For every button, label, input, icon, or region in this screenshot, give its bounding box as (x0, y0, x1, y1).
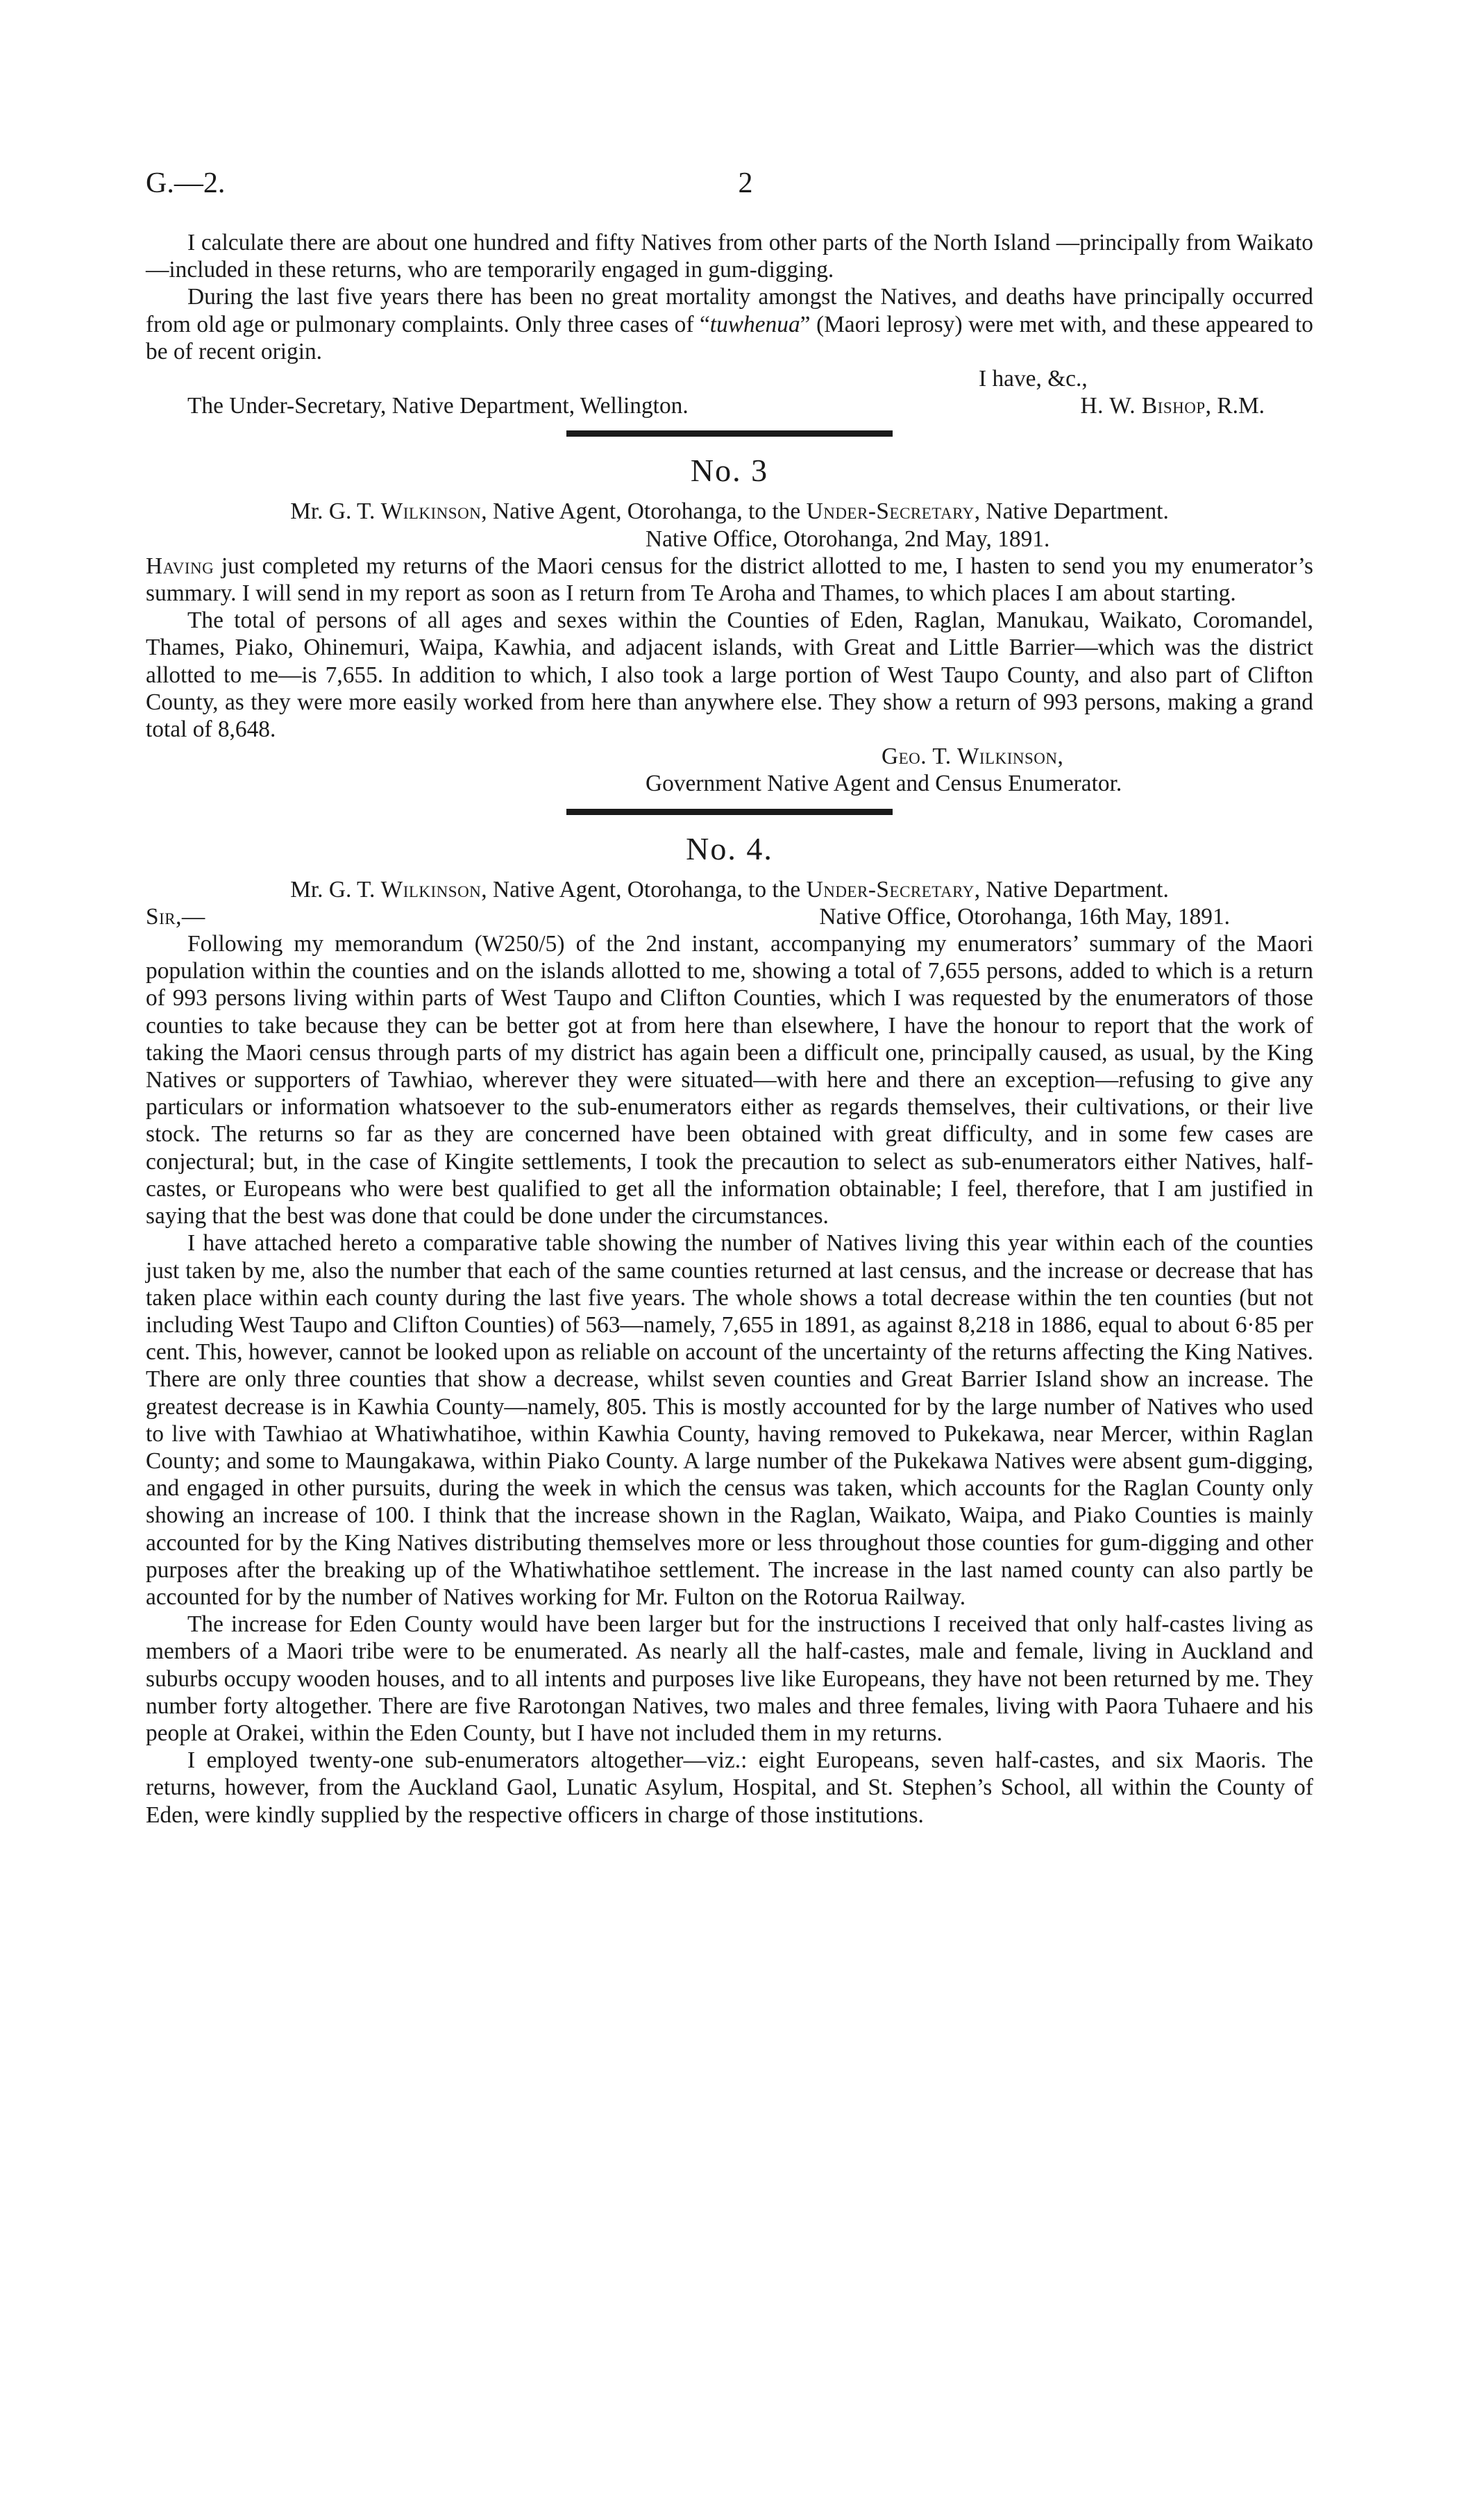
letter3-signature-name: Geo. T. Wilkinson, (882, 744, 1064, 770)
letter2-paragraph-2-pre: During the last five years there has been no great mortality amongst the Natives, and deaths have principally occurred from old age or pulmonary complaints. Only three cases of “ (146, 284, 1313, 337)
letter4-dateline: Native Office, Otorohanga, 16th May, 1891. (819, 903, 1230, 930)
letter4-paragraph-3: The increase for Eden County would have been larger but for the instructions I received that only half-castes living as members of a Maori tribe were to be enumerated. As nearly all the half-castes, male and female, living in Auckland and suburbs occupy wooden houses, and to all intents and purposes live like Europeans, they have not been returned by me. They number forty altogether. There are five Rarotongan Natives, two males and three females, living with Paora Tuhaere and his people at Orakei, within the Eden County, but I have not included them in my returns. (146, 1611, 1313, 1746)
letter2-paragraph-2-post: ” (Maori leprosy) were met with, and these appeared to be of recent origin. (146, 311, 1313, 364)
letter3-heading-name: Wilkinson (380, 498, 482, 525)
letter2-signature-title: , R.M. (1205, 393, 1265, 419)
letter4-heading-mid: , Native Agent, Otorohanga, to the (481, 876, 807, 903)
letter3-paragraph-1 (146, 553, 1313, 607)
letter4-heading-pre: Mr. G. T. (290, 876, 381, 903)
page-body (146, 229, 1313, 1829)
letter3-heading-pre: Mr. G. T. (290, 498, 381, 525)
letter2-signature-name: H. W. Bishop (1080, 393, 1206, 419)
maori-term: tuwhenua (709, 311, 800, 337)
letter3-heading-recipient: Under-Secretary (806, 498, 975, 525)
page-header (146, 167, 1345, 208)
letter3-signature-title: Government Native Agent and Census Enumerator. (646, 771, 1122, 797)
letter4-salutation-row (146, 903, 1313, 930)
document-reference: G.—2. (146, 167, 226, 199)
letter2-paragraph-1: I calculate there are about one hundred and fifty Natives from other parts of the North Island —principally from Waikato—included in these returns, who are temporarily engaged in gum-digging. (146, 230, 1313, 283)
letter3-heading-mid: , Native Agent, Otorohanga, to the (481, 498, 807, 525)
letter4-paragraph-4: I employed twenty-one sub-enumerators altogether—viz.: eight Europeans, seven half-castes, and six Maoris. The returns, however, from the Auckland Gaol, Lunatic Asylum, Hospital, and St. Stephen’s School, all within the County of Eden, were kindly supplied by the respective officers in charge of those institutions. (146, 1747, 1313, 1828)
letter4-heading (146, 876, 1313, 903)
section-divider (566, 809, 893, 815)
letter4-heading-recipient: Under-Secretary (806, 876, 975, 903)
letter2-signoff (146, 392, 1313, 419)
letter2-addressee: The Under-Secretary, Native Department, Wellington. (187, 393, 689, 419)
letter4-heading-post: , Native Department. (974, 876, 1169, 903)
letter3-paragraph-2: The total of persons of all ages and sexes within the Counties of Eden, Raglan, Manukau, Waikato, Coromandel, Thames, Piako, Ohinemuri, Waipa, Kawhia, and adjacent islands, with Great and Little Barrier—which was the district allotted to me—is 7,655. In addition to which, I also took a large portion of West Taupo County, and also part of Clifton County, as they were more easily worked from here than anywhere else. They show a return of 993 persons, making a grand total of 8,648. (146, 607, 1313, 743)
page-number: 2 (738, 167, 753, 199)
letter3-dateline: Native Office, Otorohanga, 2nd May, 1891. (646, 526, 1050, 552)
section-divider (566, 430, 893, 437)
letter3-heading-post: , Native Department. (974, 498, 1169, 525)
letter3-lead-word: Having (146, 553, 214, 579)
letter3-heading (146, 498, 1313, 525)
letter2-paragraph-2 (146, 283, 1313, 365)
letter4-paragraph-2: I have attached hereto a comparative table showing the number of Natives living this year within each of the counties just taken by me, also the number that each of the same counties returned at last census, and the increase or decrease that has taken place within each county during the last five years. The whole shows a total decrease within the ten counties (but not including West Taupo and Clifton Counties) of 563—namely, 7,655 in 1891, as against 8,218 in 1886, equal to about 6·85 per cent. This, however, cannot be looked upon as reliable on account of the uncertainty of the returns affecting the King Natives. There are only three counties that show a decrease, whilst seven counties and Great Barrier Island show an increase. The greatest decrease is in Kawhia County—namely, 805. This is mostly accounted for by the large number of Natives who used to live with Tawhiao at Whatiwhatihoe, within Kawhia County, having removed to Pukekawa, near Mercer, within Raglan County; and some to Maungakawa, within Piako County. A large number of the Pukekawa Natives were absent gum-digging, and engaged in other pursuits, during the week in which the census was taken, which accounts for the Raglan County only showing an increase of 100. I think that the increase shown in the Raglan, Waikato, Waipa, and Piako Counties is mainly accounted for by the King Natives distributing themselves more or less throughout those counties for gum-digging and other purposes after the breaking up of the Whatiwhatihoe settlement. The increase in the last named county can also partly be accounted for by the number of Natives working for Mr. Fulton on the Rotorua Railway. (146, 1230, 1313, 1610)
letter4-salutation: Sir,— (146, 903, 205, 930)
letter2-closing: I have, &c., (979, 366, 1088, 392)
letter4-paragraph-1: Following my memorandum (W250/5) of the 2nd instant, accompanying my enumerators’ summary of the Maori population within the counties and on the islands allotted to me, showing a total of 7,655 persons, added to which is a return of 993 persons living within parts of West Taupo and Clifton Counties, which I was requested by the enumerators of those counties to take because they can be better got at from here than elsewhere, I have the honour to report that the work of taking the Maori census through parts of my district has again been a difficult one, principally caused, as usual, by the King Natives or supporters of Tawhiao, wherever they were situated—with here and there an exception—refusing to give any particulars or information whatsoever to the sub-enumerators either as regards themselves, their cultivations, or their live stock. The returns so far as they are concerned have been obtained with great difficulty, and in some few cases are conjectural; but, in the case of Kingite settlements, I took the precaution to select as sub-enumerators either Natives, half-castes, or Europeans who were best qualified to get all the information obtainable; I feel, therefore, that I am justified in saying that the best was done that could be done under the circumstances. (146, 931, 1313, 1230)
letter2-signature (1081, 392, 1313, 419)
letter4-number: No. 4. (686, 830, 773, 866)
letter4-heading-name: Wilkinson (380, 876, 482, 903)
letter3-paragraph-1-text: just completed my returns of the Maori census for the district allotted to me, I hasten to send you my enumerator’s summary. I will send in my report as soon as I return from Te Aroha and Thames, to which places I am about starting. (146, 553, 1313, 607)
letter3-number: No. 3 (690, 453, 769, 489)
